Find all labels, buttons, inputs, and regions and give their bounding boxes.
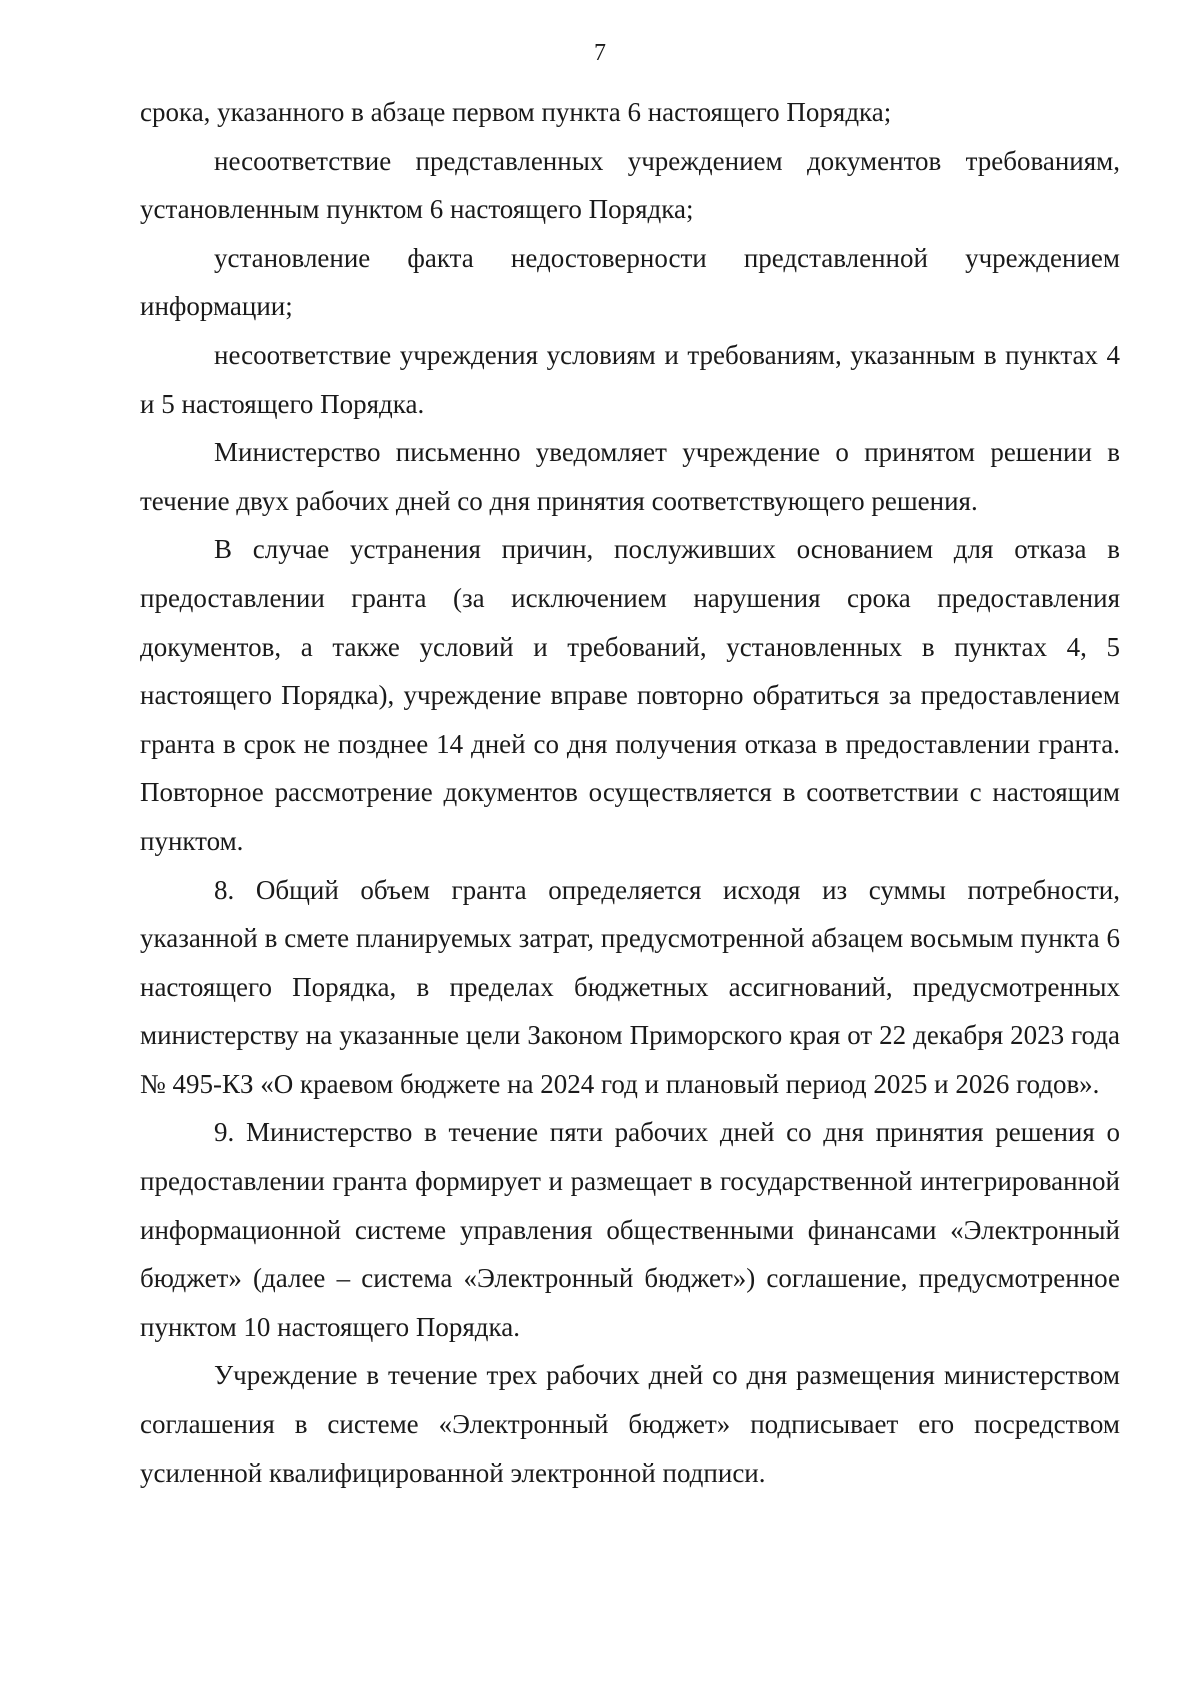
paragraph-refusal-reason-documents: несоответствие представленных учреждением документов требованиям, установленным пунктом 6 настоящего Порядка;: [140, 145, 1120, 225]
paragraph-continuation: срока, указанного в абзаце первом пункта 6 настоящего Порядка;: [140, 97, 892, 127]
paragraph-refusal-reason-conditions: несоответствие учреждения условиям и требованиям, указанным в пунктах 4 и 5 настоящего Порядка.: [140, 339, 1120, 419]
paragraph-notification: Министерство письменно уведомляет учреждение о принятом решении в течение двух рабочих дней со дня принятия соответствующего решения.: [140, 437, 1120, 516]
paragraph-signing: Учреждение в течение трех рабочих дней со дня размещения министерством соглашения в системе «Электронный бюджет» подписывает его посредством усиленной квалифицированной электронной подписи.: [140, 1360, 1120, 1488]
paragraph-item-8: 8. Общий объем гранта определяется исходя из суммы потребности, указанной в смете планируемых затрат, предусмотренной абзацем восьмым пункта 6 настоящего Порядка, в пределах бюджетных ассигнований, предусмотренных министерству на указанные цели Законом Приморского края от 22 декабря 2023 года № 495-КЗ «О краевом бюджете на 2024 год и плановый период 2025 и 2026 годов».: [140, 874, 1120, 1099]
paragraph-refusal-reason-inaccuracy: установление факта недостоверности представленной учреждением информации;: [140, 242, 1120, 322]
page-number: 7: [594, 40, 606, 66]
paragraph-reapplication: В случае устранения причин, послуживших основанием для отказа в предоставлении гранта (за исключением нарушения срока предоставления документов, а также условий и требований, установленных в пунктах 4, 5 настоящего Порядка), учреждение вправе повторно обратиться за предоставлением гранта в срок не позднее 14 дней со дня получения отказа в предоставлении гранта. Повторное рассмотрение документов осуществляется в соответствии с настоящим пунктом.: [140, 534, 1120, 856]
document-body: [140, 88, 1120, 1497]
paragraph-item-9: 9. Министерство в течение пяти рабочих дней со дня принятия решения о предоставлении гранта формирует и размещает в государственной интегрированной информационной системе управления общественными финансами «Электронный бюджет» (далее – система «Электронный бюджет») соглашение, предусмотренное пунктом 10 настоящего Порядка.: [140, 1117, 1120, 1342]
